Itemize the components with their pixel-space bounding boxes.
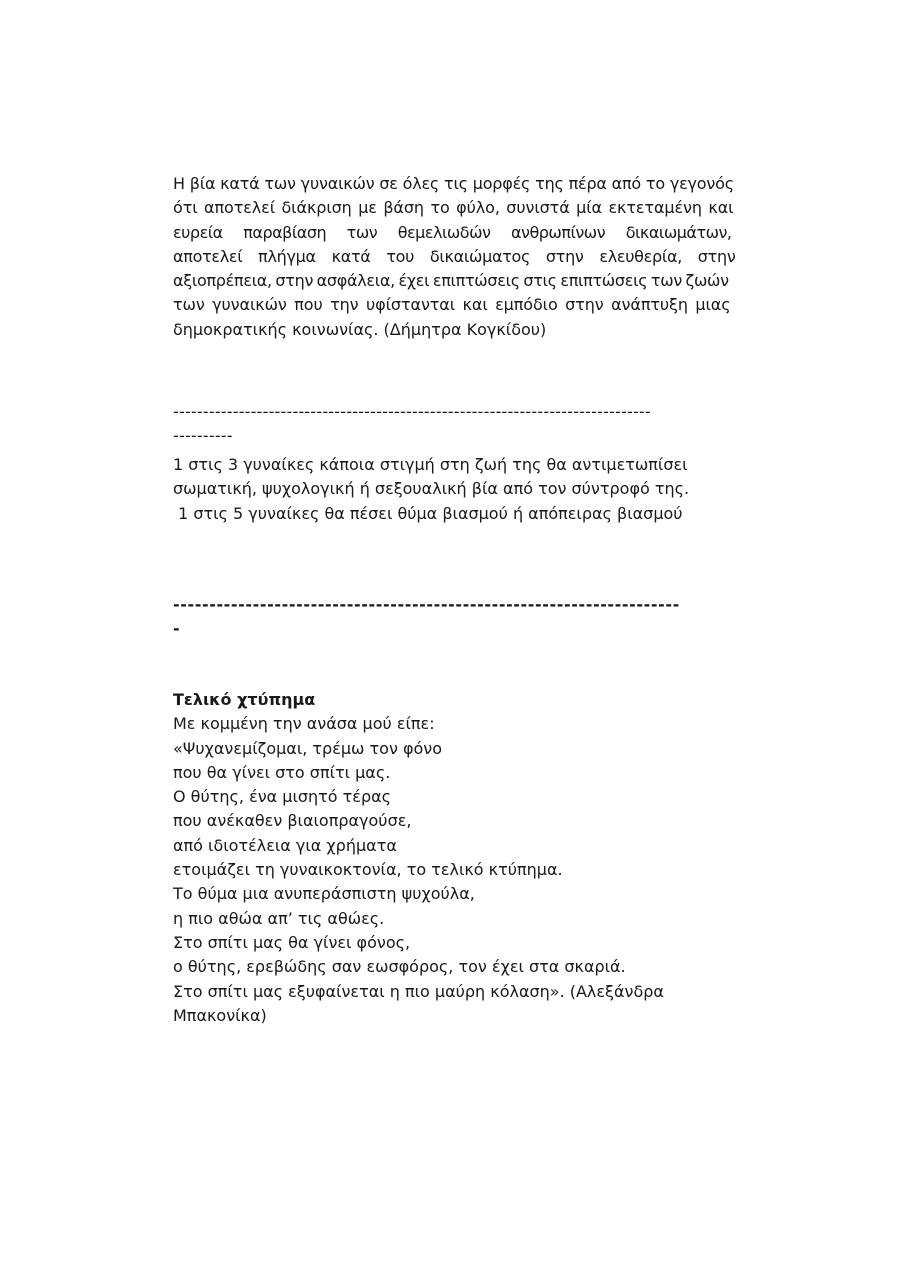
divider-line: ---------- [173,426,233,446]
poem-line: η πιο αθώα απ’ τις αθώες. [173,908,385,928]
poem-line: από ιδιοτέλεια για χρήματα [173,835,397,855]
quote-line: ευρεία παραβίαση των θεμελιωδών ανθρωπίνων δικαιωμάτων, [173,222,732,242]
statistic-line: 1 στις 5 γυναίκες θα πέσει θύμα βιασμού ή απόπειρας βιασμού [173,503,683,523]
poem-line: Ο θύτης, ένα μισητό τέρας [173,787,392,807]
divider-1 [173,400,735,449]
quote-line: δημοκρατικής κοινωνίας. (Δήμητρα Κογκίδου) [173,319,547,339]
poem-line: Στο σπίτι μας θα γίνει φόνος, [173,932,411,952]
quote-paragraph [173,172,735,342]
poem-line: Το θύμα μια ανυπεράσπιστη ψυχούλα, [173,884,475,904]
divider-line: - [173,619,181,639]
quote-line: ότι αποτελεί διάκριση με βάση το φύλο, συνιστά μία εκτεταμένη και [173,198,734,218]
quote-line: Η βία κατά των γυναικών σε όλες τις μορφές της πέρα από το γεγονός [173,174,734,193]
poem-line: Στο σπίτι μας εξυφαίνεται η πιο μαύρη κόλαση». (Αλεξάνδρα [173,981,664,1001]
poem-line: Με κομμένη την ανάσα μού είπε: [173,714,435,734]
quote-line: αποτελεί πλήγμα κατά του δικαιώματος στην ελευθερία, στην [173,246,736,266]
poem-title: Τελικό χτύπημα [173,690,316,709]
poem-line: Μπακονίκα) [173,1005,267,1025]
statistic-line: 1 στις 3 γυναίκες κάποια στιγμή στη ζωή της θα αντιμετωπίσει [173,455,688,474]
poem-line: ετοιμάζει τη γυναικοκτονία, το τελικό κτύπημα. [173,860,563,880]
statistics-block [173,453,735,526]
divider-2 [173,593,735,642]
poem-line: ο θύτης, ερεβώδης σαν εωσφόρος, τον έχει στα σκαριά. [173,957,626,977]
quote-line: αξιοπρέπεια, στην ασφάλεια, έχει επιπτώσεις στις επιπτώσεις των ζωών [173,271,729,291]
poem-line: που ανέκαθεν βιαιοπραγούσε, [173,811,412,831]
divider-line: ---------------------------------------------------------------------- [173,595,680,614]
poem [173,688,735,1028]
quote-line: των γυναικών που την υφίστανται και εμπόδιο στην ανάπτυξη μιας [173,295,731,315]
poem-line: που θα γίνει στο σπίτι μας. [173,762,391,782]
poem-line: «Ψυχανεμίζομαι, τρέμω τον φόνο [173,738,443,758]
divider-line: -------------------------------------------------------------------------------- [173,402,651,421]
statistic-line: σωματική, ψυχολογική ή σεξουαλική βία από τον σύντροφό της. [173,479,690,499]
